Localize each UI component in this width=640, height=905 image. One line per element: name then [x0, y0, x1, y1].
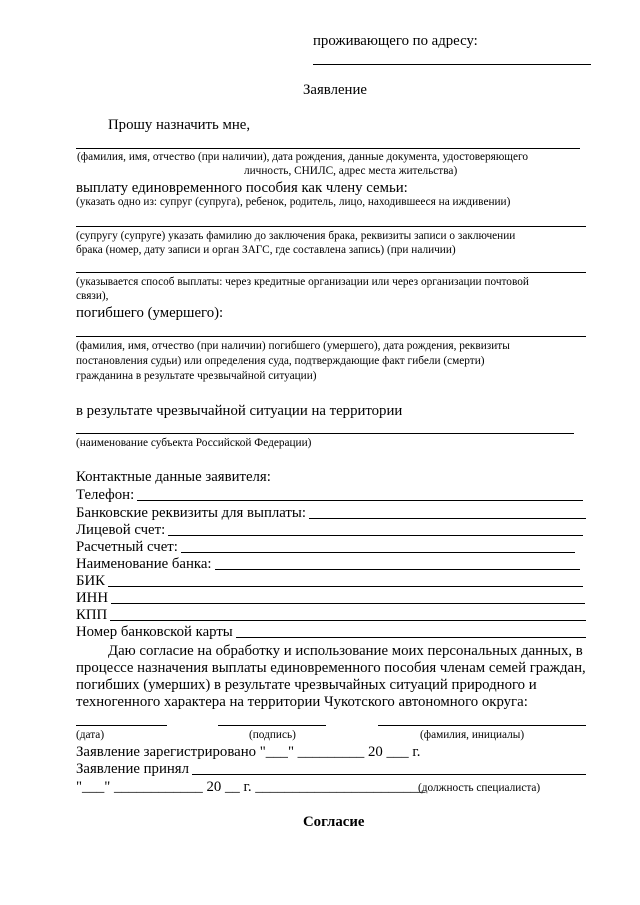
consent-line-3: погибших (умерших) в результате чрезвычайных ситуаций природного и	[76, 677, 537, 693]
date-caption: (дата)	[76, 729, 105, 741]
bank-name-field	[76, 556, 580, 573]
deceased-line	[76, 336, 586, 337]
position-caption: (должность специалиста)	[418, 782, 541, 794]
deceased-label: погибшего (умершего):	[76, 305, 224, 321]
territory-input-line	[76, 433, 574, 434]
bank-details-label: Банковские реквизиты для выплаты:	[76, 505, 306, 521]
inn-field	[76, 590, 585, 607]
applicant-hint-2: личность, СНИЛС, адрес места жительства)	[244, 165, 458, 177]
address-label: проживающего по адресу:	[313, 33, 478, 49]
relation-hint: (указать одно из: супруг (супруга), ребенок, родитель, лицо, находившееся на иждивении)	[76, 196, 511, 208]
card-number-field	[76, 624, 586, 641]
settlement-account-label: Расчетный счет:	[76, 539, 178, 555]
inn-label: ИНН	[76, 590, 109, 606]
phone-label: Телефон:	[76, 487, 135, 503]
kpp-label: КПП	[76, 607, 108, 623]
personal-account-label: Лицевой счет:	[76, 522, 166, 538]
address-line	[313, 64, 591, 65]
bank-details-field	[76, 505, 586, 522]
date-signature-line	[76, 725, 167, 726]
deceased-hint-1: (фамилия, имя, отчество (при наличии) погибшего (умершего), дата рождения, реквизиты	[76, 340, 510, 352]
request-lead: Прошу назначить мне,	[108, 117, 251, 133]
method-line	[76, 272, 586, 273]
payment-line: выплату единовременного пособия как члену семьи:	[76, 180, 408, 196]
name-caption: (фамилия, инициалы)	[420, 729, 525, 741]
sign-signature-line	[218, 725, 326, 726]
territory-hint: (наименование субъекта Российской Федерации)	[76, 437, 312, 449]
card-number-label: Номер банковской карты	[76, 624, 233, 640]
applicant-line	[76, 148, 580, 149]
consent-line-1: Даю согласие на обработку и использование моих персональных данных, в	[108, 643, 583, 659]
kpp-field	[76, 607, 586, 624]
deceased-hint-2: постановления судьи) или определения суда, подтверждающие факт гибели (смерти)	[76, 355, 485, 367]
settlement-account-field	[76, 539, 575, 556]
name-signature-line	[378, 725, 586, 726]
bank-name-label: Наименование банка:	[76, 556, 212, 572]
relation-line	[76, 226, 586, 227]
bik-field	[76, 573, 583, 590]
phone-field	[76, 487, 583, 504]
contacts-heading: Контактные данные заявителя:	[76, 469, 271, 485]
spouse-hint-1: (супругу (супруге) указать фамилию до заключения брака, реквизиты записи о заключении	[76, 230, 516, 242]
document-title: Заявление	[303, 82, 367, 98]
consent-line-2: процессе назначения выплаты единовременного пособия членам семей граждан,	[76, 660, 586, 676]
territory-line: в результате чрезвычайной ситуации на территории	[76, 403, 403, 419]
method-hint-1: (указывается способ выплаты: через кредитные организации или через организации почтовой	[76, 276, 529, 288]
accepted-label: Заявление принял	[76, 761, 189, 777]
registered-line: Заявление зарегистрировано "___" _________ 20 ___ г.	[76, 744, 421, 760]
bik-label: БИК	[76, 573, 106, 589]
accepted-field	[76, 761, 586, 778]
deceased-hint-3: гражданина в результате чрезвычайной ситуации)	[76, 370, 317, 382]
applicant-hint-1: (фамилия, имя, отчество (при наличии), дата рождения, данные документа, удостоверяющего	[77, 151, 528, 163]
acceptance-date-line: "___" ____________ 20 __ г. _______________________	[76, 779, 426, 795]
consent-line-4: техногенного характера на территории Чукотского автономного округа:	[76, 694, 528, 710]
method-hint-2: связи),	[76, 290, 109, 302]
spouse-hint-2: брака (номер, дату записи и орган ЗАГС, где составлена запись) (при наличии)	[76, 244, 456, 256]
sign-caption: (подпись)	[249, 729, 296, 741]
personal-account-field	[76, 522, 583, 539]
consent-section-title: Согласие	[303, 814, 365, 830]
